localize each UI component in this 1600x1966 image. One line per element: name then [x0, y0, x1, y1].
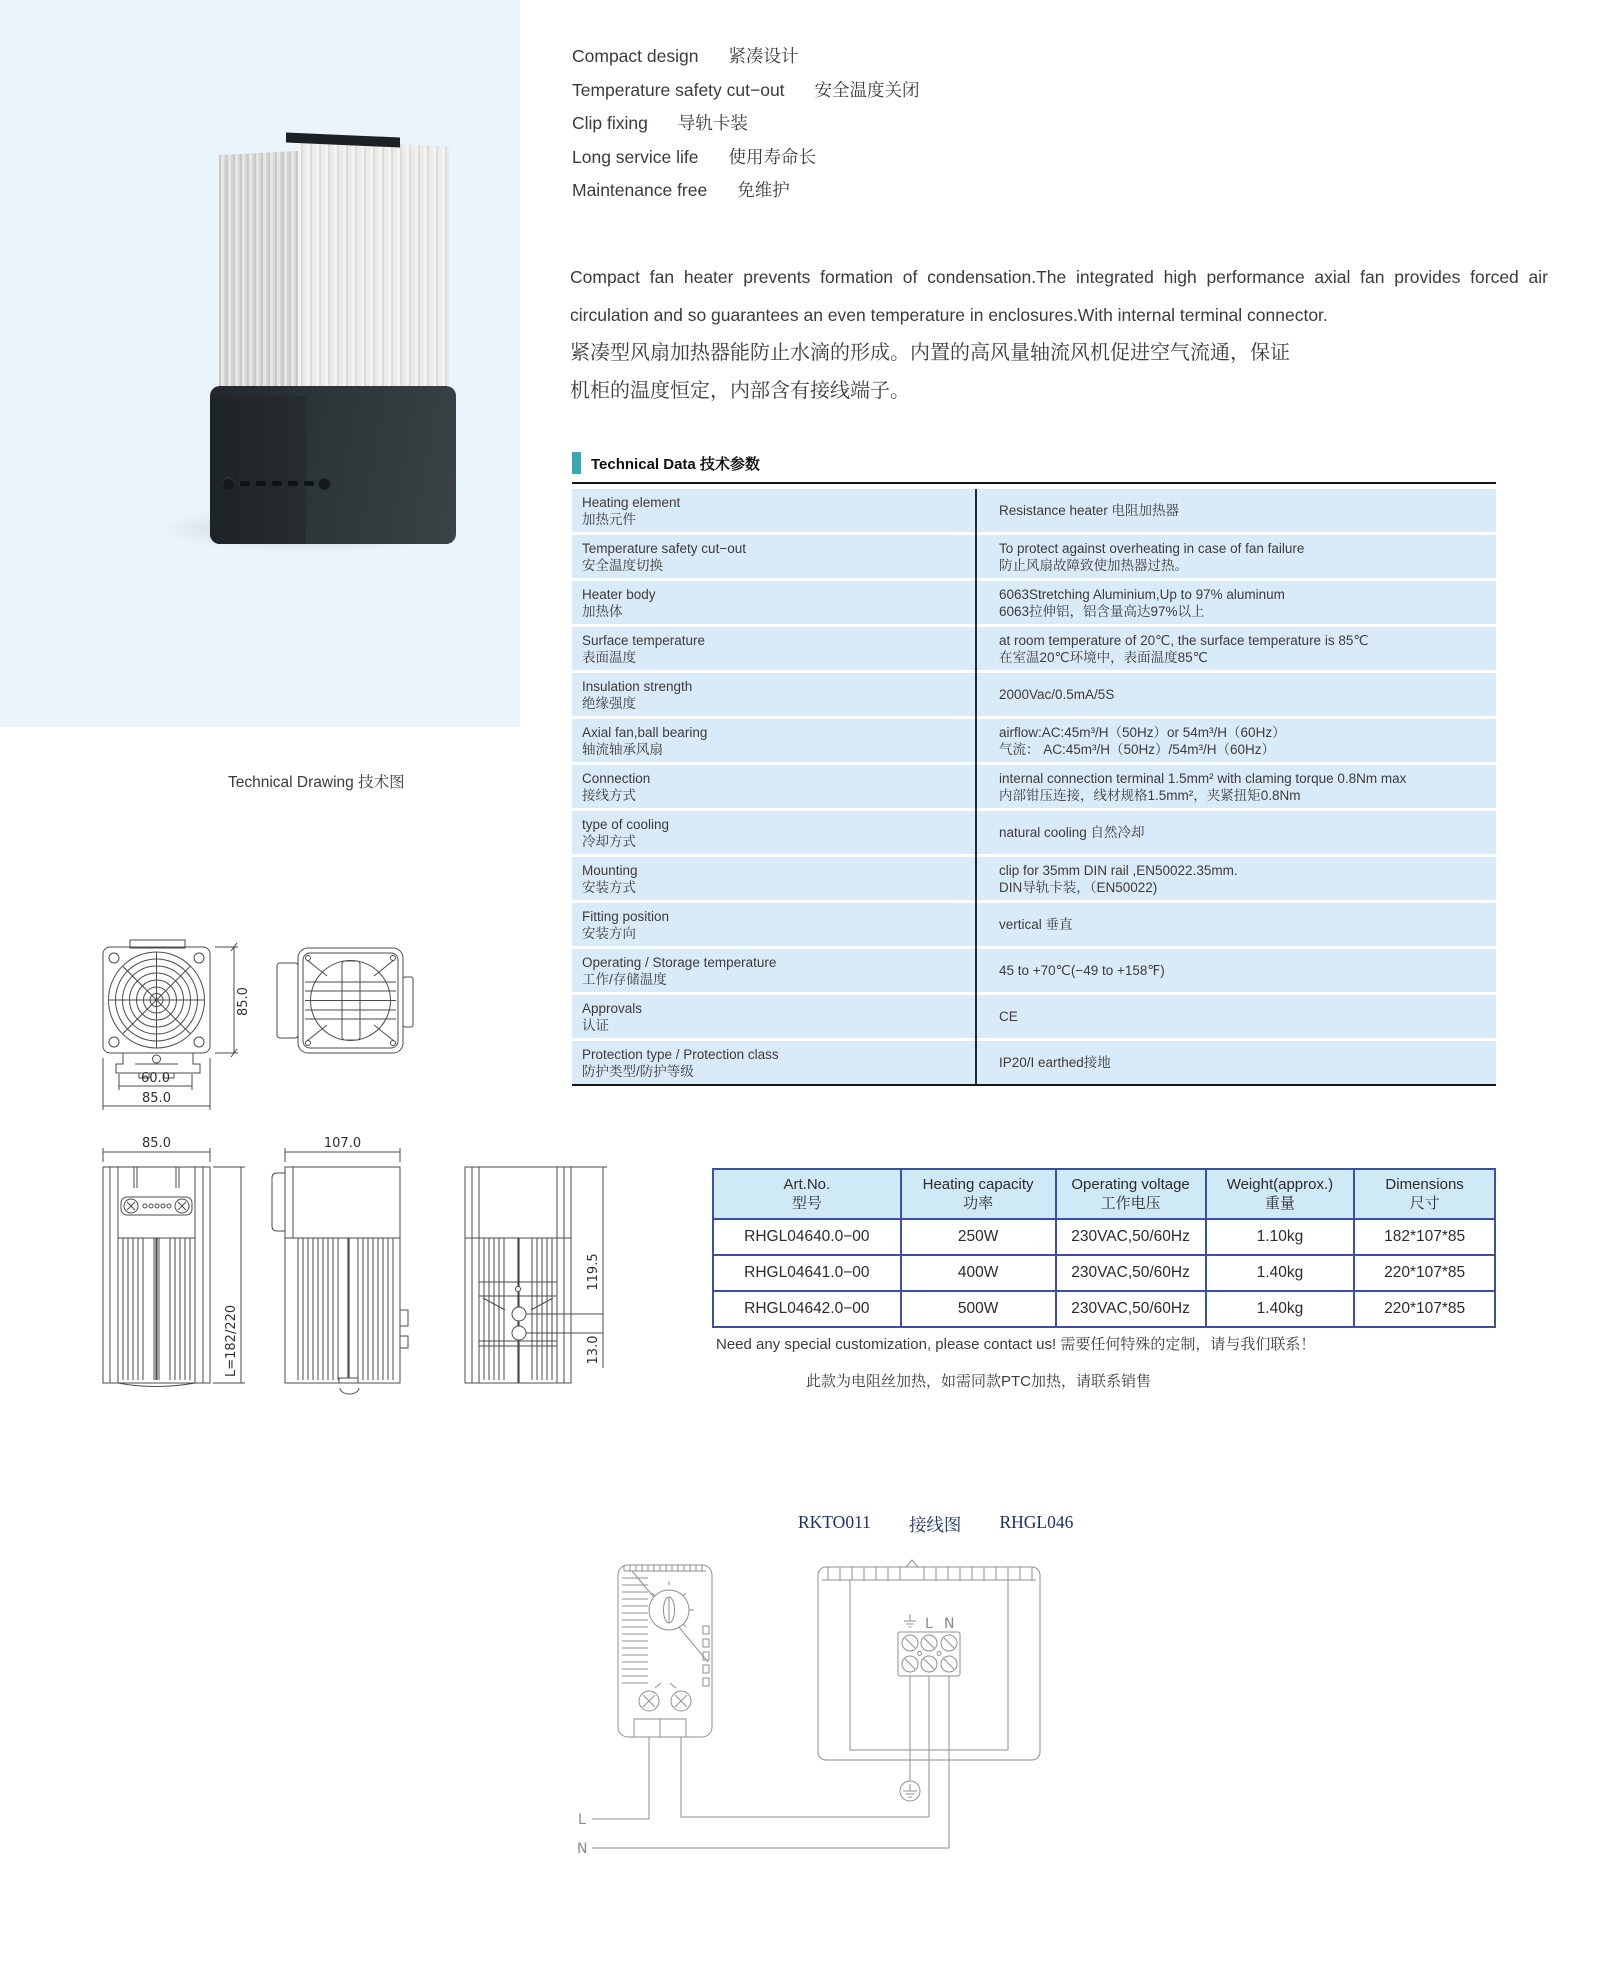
tech-value: natural cooling 自然冷却	[999, 825, 1145, 840]
tech-value: 在室温20℃环境中，表面温度85℃	[999, 649, 1208, 665]
teal-accent-bar	[572, 452, 581, 474]
dimensions-cell: 220*107*85	[1354, 1291, 1495, 1327]
tech-label-en: Heating element	[582, 494, 681, 510]
tech-value: To protect against overheating in case of fan failure	[999, 540, 1305, 556]
capacity-cell: 400W	[901, 1255, 1056, 1291]
tech-value: 防止风扇故障致使加热器过热。	[999, 557, 1188, 573]
weight-cell: 1.40kg	[1206, 1291, 1355, 1327]
tech-label-zh: 工作/存储温度	[582, 971, 667, 987]
tech-label-zh: 绝缘强度	[582, 695, 636, 711]
description-zh-line1: 紧凑型风扇加热器能防止水滴的形成。内置的高风量轴流风机促进空气流通，保证	[570, 342, 1290, 364]
technical-data-header	[572, 452, 1496, 484]
tech-label-en: Operating / Storage temperature	[582, 954, 777, 970]
header-art-no: Art.No. 型号	[713, 1169, 901, 1219]
tech-value: DIN导轨卡装，（EN50022)	[999, 879, 1158, 895]
tech-label-en: Temperature safety cut−out	[582, 540, 746, 556]
table-row	[572, 765, 1496, 808]
wiring-title-zh: 接线图	[908, 1515, 962, 1535]
product-plastic-base-left	[210, 396, 306, 544]
table-row	[713, 1255, 1495, 1291]
vent-slot	[256, 481, 266, 486]
tech-label-zh: 加热元件	[582, 511, 636, 527]
technical-data-table	[572, 489, 1496, 1086]
table-row	[572, 627, 1496, 670]
technical-data-title: Technical Data 技术参数	[591, 455, 760, 473]
product-table	[712, 1168, 1496, 1328]
weight-cell: 1.10kg	[1206, 1219, 1355, 1255]
dim-label-rear-height: 119.5	[586, 1253, 601, 1291]
header-operating-voltage: Operating voltage 工作电压	[1056, 1169, 1206, 1219]
table-row	[713, 1219, 1495, 1255]
tech-label-en: Protection type / Protection class	[582, 1046, 779, 1062]
feature-list	[572, 40, 920, 208]
photo-panel	[0, 0, 520, 727]
header-weight: Weight(approx.) 重量	[1206, 1169, 1355, 1219]
tech-label-en: Heater body	[582, 586, 656, 602]
table-row	[572, 581, 1496, 624]
voltage-cell: 230VAC,50/60Hz	[1056, 1291, 1206, 1327]
dim-label-front-height: 85.0	[236, 987, 251, 1016]
feature-zh: 安全温度关闭	[814, 79, 920, 100]
art-no-cell: RHGL04641.0−00	[713, 1255, 901, 1291]
tech-label-zh: 轴流轴承风扇	[582, 741, 663, 757]
tech-label-en: Mounting	[582, 862, 638, 878]
tech-value: clip for 35mm DIN rail ,EN50022.35mm.	[999, 862, 1238, 878]
wiring-diagram	[570, 1540, 1100, 1960]
tech-label-en: Connection	[582, 770, 651, 786]
ptc-note: 此款为电阻丝加热，如需同款PTC加热，请联系销售	[806, 1373, 1152, 1390]
feature-zh: 导轨卡装	[677, 113, 748, 133]
tech-label-zh: 接线方式	[582, 787, 636, 803]
tech-label-zh: 安装方向	[582, 925, 636, 941]
tech-value: 内部钳压连接，线材规格1.5mm²，夹紧扭矩0.8Nm	[999, 787, 1301, 803]
tech-value: 6063拉伸铝，铝含量高达97%以上	[999, 603, 1205, 619]
table-row	[572, 719, 1496, 762]
drawing-front-elevation	[103, 1136, 245, 1387]
tech-label-en: Axial fan,ball bearing	[582, 724, 708, 740]
description-en: Compact fan heater prevents formation of condensation.The integrated high performance axial fan provides forced air circulation and so guarantees an even temperature in enclosures.With internal terminal connector.	[570, 267, 1548, 325]
tech-label-zh: 加热体	[582, 603, 623, 619]
product-heatsink-front-face	[298, 140, 449, 401]
base-screw	[318, 477, 331, 490]
dim-label-front-width: 85.0	[142, 1091, 171, 1106]
table-row	[572, 489, 1496, 532]
tech-label-zh: 表面温度	[582, 649, 636, 665]
dim-label-elev-width: 85.0	[142, 1136, 171, 1151]
drawing-side-elevation	[272, 1136, 408, 1394]
feature-en: Clip fixing	[572, 113, 648, 133]
feature-en: Maintenance free	[572, 180, 708, 200]
tech-value: 2000Vac/0.5mA/5S	[999, 687, 1115, 702]
supply-n-label: N	[577, 1841, 588, 1857]
table-row	[572, 949, 1496, 992]
table-header-row	[713, 1169, 1495, 1219]
tech-label-en: Insulation strength	[582, 678, 693, 694]
tech-value: internal connection terminal 1.5mm² with claming torque 0.8Nm max	[999, 770, 1407, 786]
feature-zh: 紧凑设计	[728, 46, 799, 66]
wiring-model-right: RHGL046	[999, 1512, 1074, 1532]
technical-drawing-caption: Technical Drawing 技术图	[228, 774, 405, 791]
tech-label-zh: 冷却方式	[582, 833, 636, 849]
feature-en: Compact design	[572, 46, 699, 66]
wiring-model-left: RKTO011	[798, 1512, 871, 1532]
tech-value: IP20/I earthed接地	[999, 1055, 1111, 1070]
wiring-connections	[577, 1676, 949, 1857]
customization-note: Need any special customization, please contact us! 需要任何特殊的定制，请与我们联系！	[716, 1336, 1316, 1353]
tech-label-zh: 安装方式	[582, 879, 636, 895]
table-row	[572, 1041, 1496, 1084]
tech-value: airflow:AC:45m³/H（50Hz）or 54m³/H（60Hz）	[999, 724, 1286, 740]
vent-slot	[240, 481, 250, 486]
tech-label-en: Surface temperature	[582, 632, 706, 648]
dim-label-hole-offset: 13.0	[586, 1335, 601, 1365]
feature-item	[572, 107, 920, 141]
supply-l-label: L	[578, 1812, 586, 1828]
wiring-diagram-title	[798, 1512, 1073, 1537]
header-dimensions: Dimensions 尺寸	[1354, 1169, 1495, 1219]
table-row	[572, 811, 1496, 854]
tech-value: 45 to +70℃(−49 to +158℉)	[999, 963, 1165, 978]
dimensions-cell: 182*107*85	[1354, 1219, 1495, 1255]
vent-slot	[272, 481, 282, 486]
tech-value: 气流： AC:45m³/H（50Hz）/54m³/H（60Hz）	[999, 741, 1276, 757]
tech-label-en: type of cooling	[582, 816, 670, 832]
vent-slot	[304, 481, 314, 486]
tech-value: CE	[999, 1009, 1018, 1024]
product-base-vents	[240, 481, 314, 486]
base-screw	[222, 477, 235, 490]
technical-drawings	[55, 920, 615, 1400]
feature-en: Long service life	[572, 146, 699, 167]
earth-symbol-icon	[904, 1614, 916, 1627]
drawing-fan-rear-view	[277, 948, 413, 1053]
voltage-cell: 230VAC,50/60Hz	[1056, 1219, 1206, 1255]
table-row	[713, 1291, 1495, 1327]
capacity-cell: 500W	[901, 1291, 1056, 1327]
tech-label-zh: 安全温度切换	[582, 557, 663, 573]
dim-label-side-width: 107.0	[323, 1136, 362, 1151]
dim-label-length: L=182/220	[224, 1304, 239, 1377]
tech-label-zh: 认证	[582, 1017, 609, 1033]
voltage-cell: 230VAC,50/60Hz	[1056, 1255, 1206, 1291]
art-no-cell: RHGL04640.0−00	[713, 1219, 901, 1255]
weight-cell: 1.40kg	[1206, 1255, 1355, 1291]
feature-item	[572, 141, 920, 175]
tech-value: vertical 垂直	[999, 917, 1073, 932]
tech-value: 6063Stretching Aluminium,Up to 97% aluminum	[999, 586, 1285, 602]
tech-value: Resistance heater 电阻加热器	[999, 503, 1180, 518]
vent-slot	[288, 481, 298, 486]
tech-label-en: Fitting position	[582, 908, 670, 924]
dimensions-cell: 220*107*85	[1354, 1255, 1495, 1291]
tech-value: at room temperature of 20℃, the surface temperature is 85℃	[999, 632, 1369, 648]
feature-zh: 使用寿命长	[728, 146, 816, 167]
product-description	[570, 258, 1548, 410]
table-row	[572, 535, 1496, 578]
table-row	[572, 995, 1496, 1038]
thermostat-drawing	[618, 1565, 712, 1737]
table-row	[572, 903, 1496, 946]
drawing-rear-elevation	[465, 1167, 607, 1383]
drawing-fan-front-view	[103, 940, 251, 1110]
terminal-l-label: L	[925, 1616, 933, 1632]
table-row	[572, 857, 1496, 900]
tech-label-en: Approvals	[582, 1000, 643, 1016]
art-no-cell: RHGL04642.0−00	[713, 1291, 901, 1327]
terminal-n-label: N	[944, 1616, 955, 1632]
table-row	[572, 673, 1496, 716]
feature-item	[572, 174, 920, 208]
feature-item	[572, 74, 920, 108]
tech-label-zh: 防护类型/防护等级	[582, 1063, 694, 1079]
product-heatsink-left-face	[219, 151, 299, 407]
feature-en: Temperature safety cut−out	[572, 79, 785, 100]
description-zh-line2: 机柜的温度恒定，内部含有接线端子。	[570, 380, 910, 402]
dim-label-clip-width: 60.0	[141, 1071, 170, 1086]
capacity-cell: 250W	[901, 1219, 1056, 1255]
feature-zh: 免维护	[737, 180, 790, 200]
feature-item	[572, 40, 920, 74]
header-heating-capacity: Heating capacity 功率	[901, 1169, 1056, 1219]
